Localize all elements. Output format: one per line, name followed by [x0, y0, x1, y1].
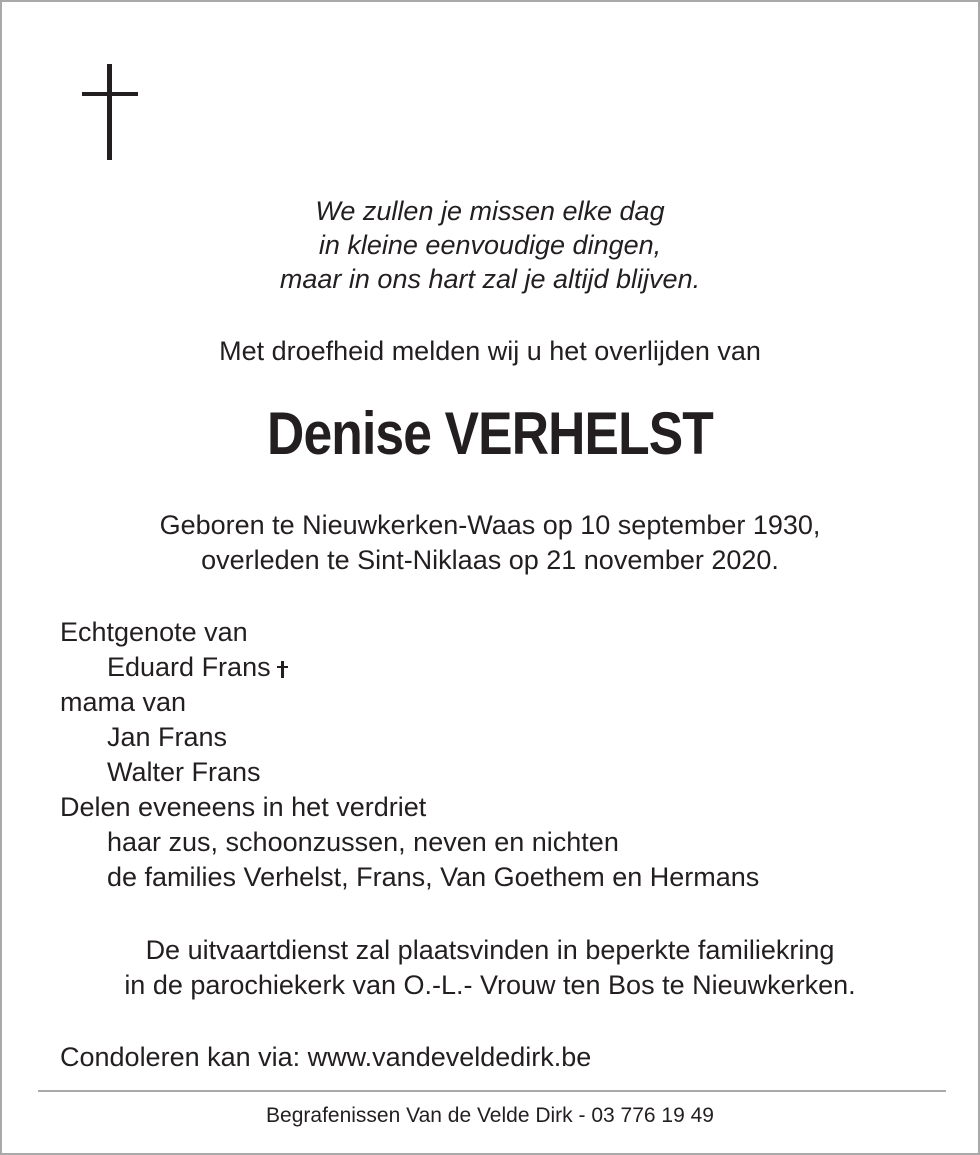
- service-line: De uitvaartdienst zal plaatsvinden in beperkte familiekring: [145, 935, 835, 965]
- child-name: Walter Frans: [107, 757, 261, 787]
- divider: [38, 1090, 946, 1092]
- funeral-service-info: [2, 933, 978, 1003]
- poem-line: in kleine eenvoudige dingen,: [318, 230, 662, 260]
- deceased-name: Denise VERHELST: [267, 400, 713, 467]
- other-relatives: de families Verhelst, Frans, Van Goethem en Hermans: [107, 862, 760, 892]
- other-relatives: haar zus, schoonzussen, neven en nichten: [107, 827, 619, 857]
- service-line: in de parochiekerk van O.-L.- Vrouw ten Bos te Nieuwkerken.: [124, 970, 856, 1000]
- cross-icon: [82, 64, 138, 160]
- life-dates: [2, 508, 978, 578]
- spouse-label: Echtgenote van: [60, 617, 248, 647]
- poem-line: maar in ons hart zal je altijd blijven.: [279, 264, 701, 294]
- children-label: mama van: [60, 687, 187, 717]
- birth-line: Geboren te Nieuwkerken-Waas op 10 september 1930,: [159, 510, 821, 540]
- family-list: [60, 615, 759, 895]
- death-line: overleden te Sint-Niklaas op 21 november 2020.: [201, 545, 779, 575]
- small-cross-icon: [277, 661, 288, 678]
- announcement-intro: Met droefheid melden wij u het overlijden van: [219, 336, 761, 366]
- spouse-entry: [60, 650, 759, 685]
- poem: [2, 194, 978, 296]
- poem-line: We zullen je missen elke dag: [315, 196, 665, 226]
- others-label: Delen eveneens in het verdriet: [60, 792, 427, 822]
- condolences-line: Condoleren kan via: www.vandeveldedirk.be: [60, 1042, 592, 1072]
- child-name: Jan Frans: [107, 722, 228, 752]
- spouse-name: Eduard Frans: [107, 652, 271, 682]
- funeral-home-footer: Begrafenissen Van de Velde Dirk - 03 776 19 49: [266, 1104, 714, 1127]
